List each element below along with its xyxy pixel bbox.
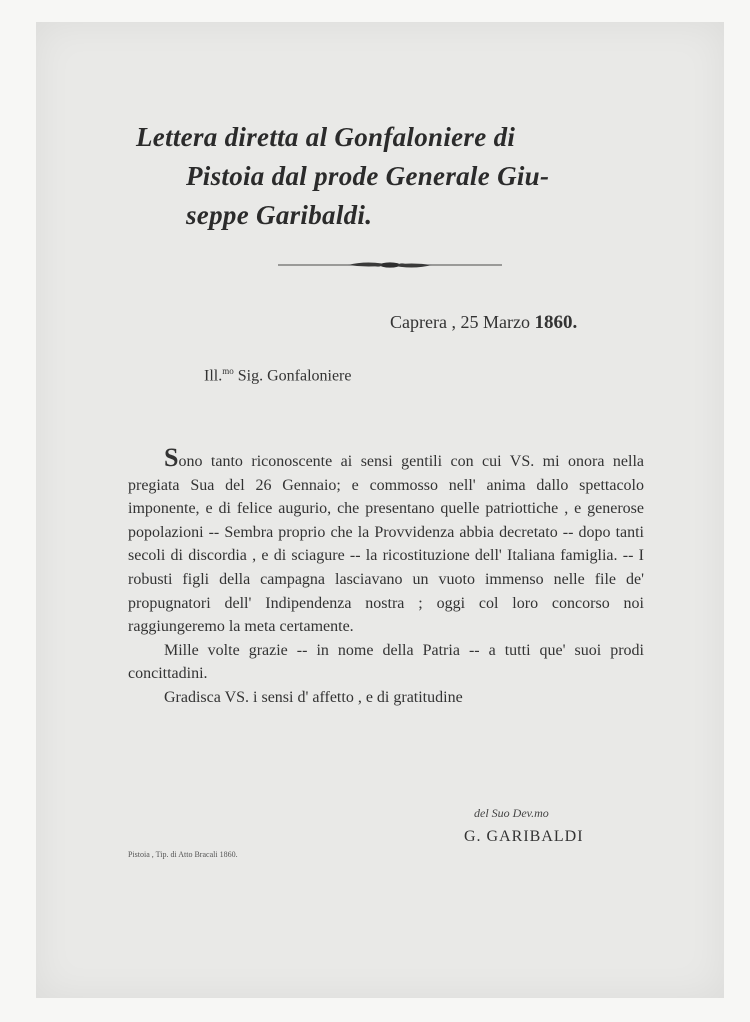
- document-title: [136, 118, 666, 235]
- letter-body: [128, 443, 644, 710]
- title-line-3: seppe Garibaldi.: [186, 200, 373, 230]
- closing-formula: del Suo Dev.mo: [474, 806, 549, 820]
- paragraph-2: Mille volte grazie -- in nome della Patria -- a tutti que' suoi prodi concittadini.: [128, 641, 644, 683]
- title-line-2: Pistoia dal prode Generale Giu-: [186, 161, 550, 191]
- signature: G. GARIBALDI: [464, 828, 584, 845]
- salutation-prefix: Ill.: [204, 367, 223, 385]
- drop-cap: S: [164, 443, 179, 472]
- ornamental-rule-icon: [278, 258, 502, 272]
- salutation-rest: Sig. Gonfaloniere: [233, 367, 352, 385]
- dateline-year: 1860.: [534, 312, 578, 333]
- printer-imprint: Pistoia , Tip. di Atto Bracali 1860.: [128, 850, 238, 859]
- dateline: [390, 312, 577, 334]
- paragraph-1-text: ono tanto riconoscente ai sensi gentili con cui VS. mi onora nella pregiata Sua del 26 Gennaio; e commosso nell' anima dallo spettacolo imponente, e di felice augurio, che presentano quelle patriottiche , e generose popolazioni -- Sembra proprio che la Provvidenza abbia decretato -- dopo tanti secoli di discordia , e di sciagure -- la ricostituzione dell' Italiana famiglia. -- I robusti figli della campagna lasciavano un vuoto immenso nelle file de' propugnatori dell' Indipendenza nostra ; oggi col loro concorso noi raggiungeremo la meta certamente.: [128, 453, 644, 636]
- paragraph-3: Gradisca VS. i sensi d' affetto , e di gratitudine: [164, 688, 463, 706]
- dateline-place: Caprera ,: [390, 312, 456, 332]
- title-line-1: Lettera diretta al Gonfaloniere di: [136, 122, 516, 152]
- salutation-sup: mo: [222, 366, 234, 376]
- dateline-date: 25 Marzo: [460, 312, 530, 332]
- paragraph-1: [128, 443, 644, 639]
- salutation: [204, 366, 351, 385]
- document-page: [36, 22, 724, 998]
